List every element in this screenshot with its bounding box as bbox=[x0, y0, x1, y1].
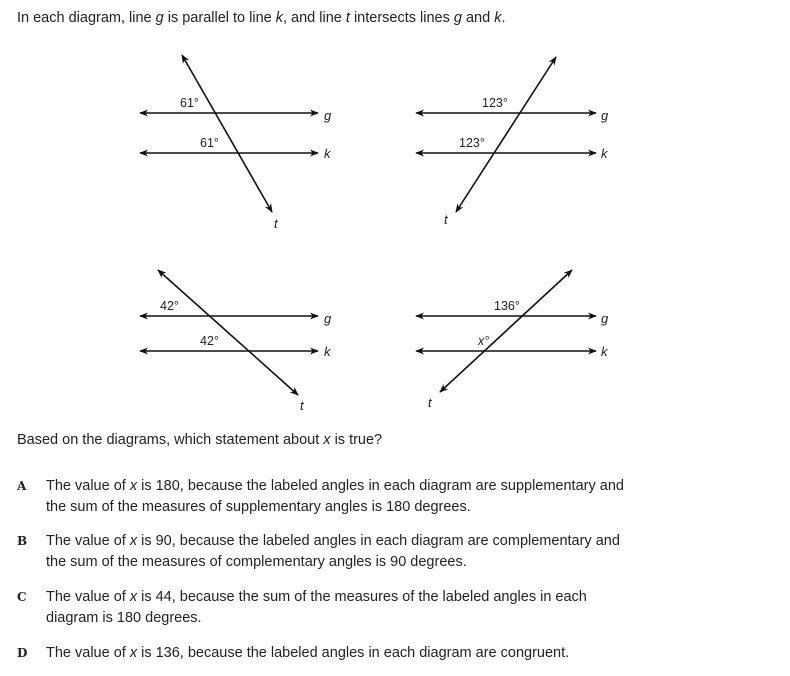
line-t-label: t bbox=[274, 216, 278, 231]
line-t bbox=[158, 270, 298, 395]
choice-letter: B bbox=[17, 534, 28, 548]
choice-part: is 136, because the labeled angles in each diagram are congruent. bbox=[137, 645, 570, 661]
choice-line-1 bbox=[46, 476, 766, 497]
choice-text bbox=[46, 476, 766, 518]
angle-label-bottom: x° bbox=[478, 334, 490, 348]
line-k-label: k bbox=[324, 344, 331, 359]
intro-part: . bbox=[501, 10, 506, 26]
question-text bbox=[17, 432, 382, 448]
intro-part: intersects lines bbox=[349, 10, 454, 26]
choice-line-1 bbox=[46, 643, 766, 664]
choice-var: x bbox=[129, 645, 138, 661]
question-part: Based on the diagrams, which statement about bbox=[17, 432, 324, 448]
line-g-label: g bbox=[324, 108, 332, 123]
choice-part: is 90, because the labeled angles in each diagram are complementary and bbox=[137, 533, 620, 549]
line-t-label: t bbox=[444, 212, 448, 227]
line-g-label: g bbox=[324, 311, 332, 326]
choice-part: The value of bbox=[46, 478, 130, 494]
line-k-label: k bbox=[601, 344, 608, 359]
choice-part: is 180, because the labeled angles in each diagram are supplementary and bbox=[137, 478, 624, 494]
choice-var: x bbox=[129, 478, 138, 494]
diagram-2 bbox=[416, 57, 609, 227]
choice-line-1 bbox=[46, 531, 766, 552]
line-t-label: t bbox=[300, 398, 304, 413]
angle-label-top: 136° bbox=[494, 299, 520, 313]
diagram-1 bbox=[140, 55, 332, 231]
choice-text bbox=[46, 587, 766, 629]
choice-text bbox=[46, 531, 766, 573]
choice-var: x bbox=[129, 589, 138, 605]
line-k-label: k bbox=[324, 146, 331, 161]
intro-var-k: k bbox=[275, 10, 283, 26]
choice-part: is 44, because the sum of the measures of the labeled angles in each bbox=[137, 589, 587, 605]
line-k-label: k bbox=[601, 146, 608, 161]
choice-line-2: diagram is 180 degrees. bbox=[46, 610, 202, 626]
angle-label-bottom: 123° bbox=[459, 136, 485, 150]
diagram-4 bbox=[416, 270, 609, 410]
line-t-label: t bbox=[428, 395, 432, 410]
choice-letter: C bbox=[17, 590, 27, 604]
choice-line-2: the sum of the measures of complementary angles is 90 degrees. bbox=[46, 554, 467, 570]
intro-part: is parallel to line bbox=[163, 10, 276, 26]
line-g-label: g bbox=[601, 108, 609, 123]
angle-label-top: 61° bbox=[180, 96, 199, 110]
question-part: is true? bbox=[330, 432, 383, 448]
line-g-label: g bbox=[601, 311, 609, 326]
angle-label-bottom: 61° bbox=[200, 136, 219, 150]
choice-letter: A bbox=[17, 479, 27, 493]
choice-part: The value of bbox=[46, 645, 130, 661]
question-var: x bbox=[323, 432, 331, 448]
intro-part: and bbox=[461, 10, 495, 26]
angle-label-bottom: 42° bbox=[200, 334, 219, 348]
line-t bbox=[182, 55, 272, 212]
intro-var-g: g bbox=[453, 10, 462, 26]
angle-label-top: 123° bbox=[482, 96, 508, 110]
angle-label-top: 42° bbox=[160, 299, 179, 313]
choice-var: x bbox=[129, 533, 138, 549]
choice-part: The value of bbox=[46, 533, 130, 549]
line-t bbox=[456, 57, 556, 212]
choice-text bbox=[46, 643, 766, 664]
diagram-3 bbox=[140, 270, 332, 413]
intro-var-g: g bbox=[155, 10, 164, 26]
choice-part: The value of bbox=[46, 589, 130, 605]
line-t bbox=[440, 270, 572, 392]
intro-var-t: t bbox=[345, 10, 350, 26]
intro-part: In each diagram, line bbox=[17, 10, 156, 26]
intro-part: , and line bbox=[283, 10, 346, 26]
choice-letter: D bbox=[17, 646, 28, 660]
choice-line-1 bbox=[46, 587, 766, 608]
intro-var-k: k bbox=[494, 10, 502, 26]
choice-line-2: the sum of the measures of supplementary angles is 180 degrees. bbox=[46, 499, 471, 515]
